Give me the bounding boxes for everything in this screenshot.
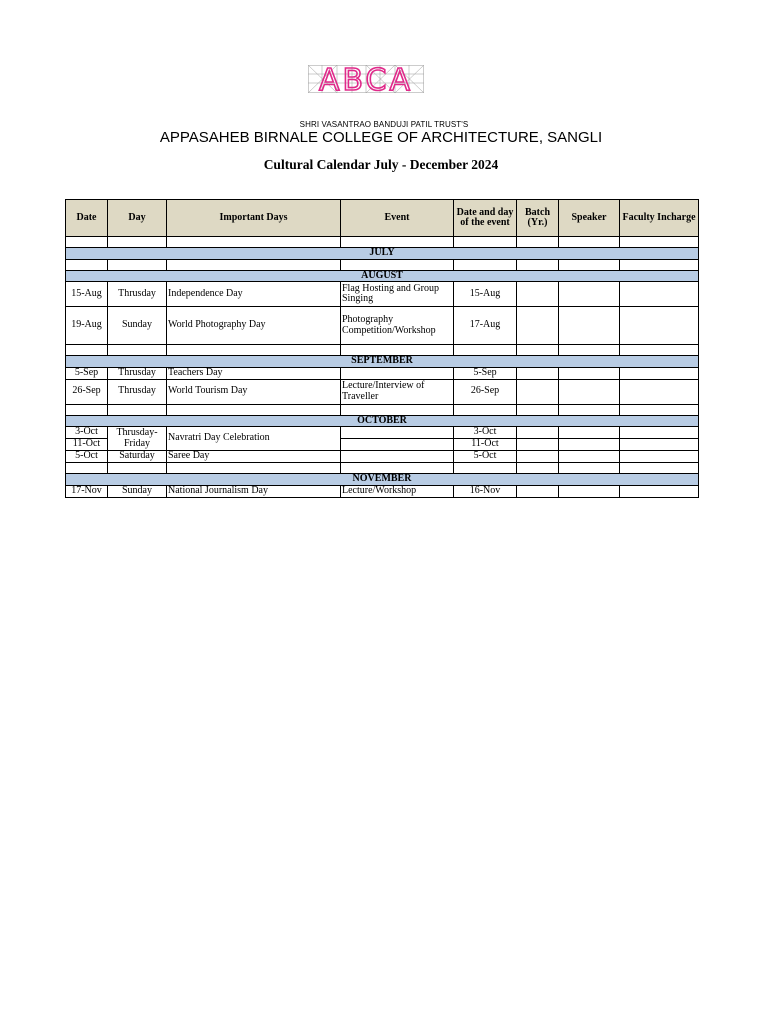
table-row [66,307,699,345]
month-label: NOVEMBER [66,474,699,486]
month-row-august [66,270,699,282]
month-row-september [66,356,699,368]
cell-date: 19-Aug [66,307,108,345]
trust-name: SHRI VASANTRAO BANDUJI PATIL TRUST'S [299,120,469,129]
col-event-date: Date and day of the event [454,200,517,237]
cell-event [341,367,454,379]
cell-event-date: 5-Sep [454,367,517,379]
month-label: SEPTEMBER [66,356,699,368]
col-important-days: Important Days [167,200,341,237]
cell-date: 17-Nov [66,485,108,497]
col-speaker: Speaker [559,200,620,237]
cell-event-date: 3-Oct [454,427,517,439]
cell-event-date: 26-Sep [454,379,517,404]
col-date: Date [66,200,108,237]
cell-important-day: World Tourism Day [167,379,341,404]
cell-date: 5-Oct [66,451,108,463]
cell-day: Thrusday [108,379,167,404]
month-row-july [66,248,699,260]
cell-event: Lecture/Workshop [341,485,454,497]
cell-event: Flag Hosting and Group Singing [341,282,454,307]
cell-event-date: 17-Aug [454,307,517,345]
cell-day: Sunday [108,485,167,497]
logo-lettering: ABCA [318,65,414,93]
cell-event [341,451,454,463]
cell-day: Thrusday-Friday [108,427,167,451]
cell-important-day: Independence Day [167,282,341,307]
month-row-november [66,474,699,486]
cell-day: Thrusday [108,282,167,307]
cell-event: Lecture/Interview of Traveller [341,379,454,404]
table-row [66,379,699,404]
cell-important-day: Teachers Day [167,367,341,379]
month-row-october [66,415,699,427]
cell-date: 26-Sep [66,379,108,404]
blank-row [66,259,699,270]
month-label: OCTOBER [66,415,699,427]
cell-event-date: 16-Nov [454,485,517,497]
cell-event-date: 5-Oct [454,451,517,463]
cell-date: 11-Oct [66,439,108,451]
col-event: Event [341,200,454,237]
calendar-table [65,199,699,498]
table-row [66,427,699,439]
cell-event-date: 15-Aug [454,282,517,307]
cell-important-day: Navratri Day Celebration [167,427,341,451]
cell-date: 5-Sep [66,367,108,379]
cell-important-day: Saree Day [167,451,341,463]
table-row [66,282,699,307]
cell-important-day: World Photography Day [167,307,341,345]
cell-day: Sunday [108,307,167,345]
blank-row [66,237,699,248]
calendar-title: Cultural Calendar July - December 2024 [263,157,499,172]
college-logo [308,65,424,93]
table-row [66,367,699,379]
col-day: Day [108,200,167,237]
blank-row [66,463,699,474]
table-row [66,485,699,497]
cell-date: 15-Aug [66,282,108,307]
blank-row [66,404,699,415]
cell-day: Thrusday [108,367,167,379]
header-row [66,200,699,237]
cell-day: Saturday [108,451,167,463]
blank-row [66,345,699,356]
table-row [66,451,699,463]
month-label: JULY [66,248,699,260]
college-name: APPASAHEB BIRNALE COLLEGE OF ARCHITECTURE, SANGLI [159,129,603,146]
col-batch: Batch (Yr.) [517,200,559,237]
cell-important-day: National Journalism Day [167,485,341,497]
col-faculty: Faculty Incharge [620,200,699,237]
month-label: AUGUST [66,270,699,282]
cell-event-date: 11-Oct [454,439,517,451]
cell-date: 3-Oct [66,427,108,439]
cell-event: Photography Competition/Workshop [341,307,454,345]
